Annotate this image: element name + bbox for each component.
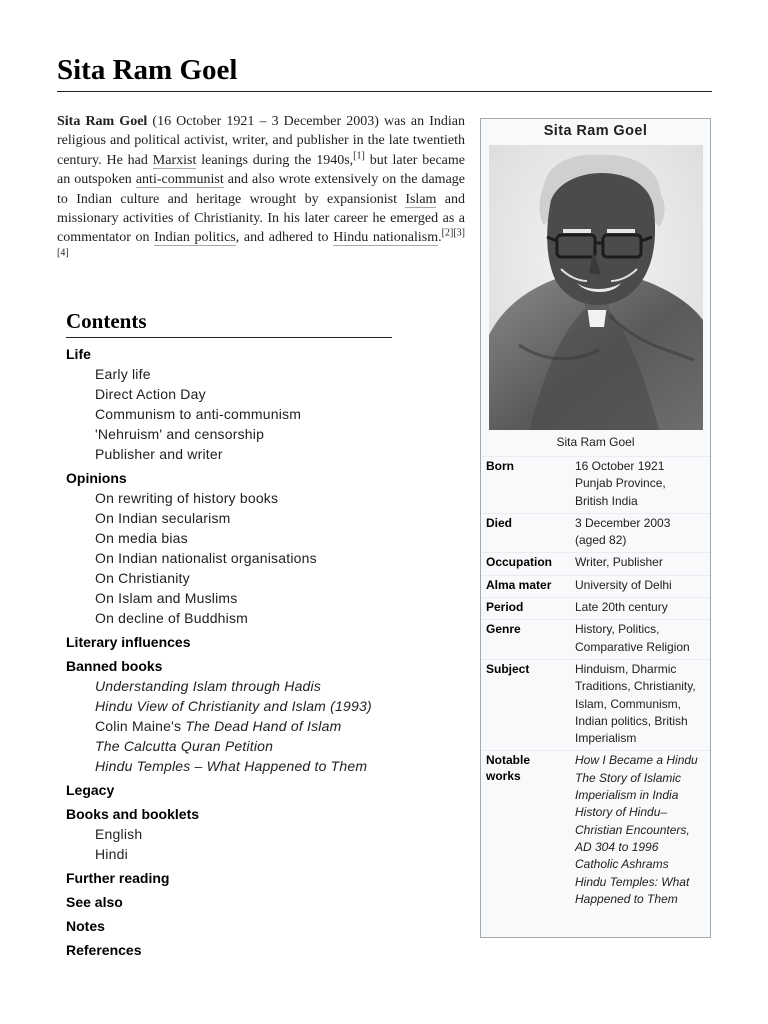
infobox-label: Occupation — [481, 552, 571, 572]
link-islam[interactable]: Islam — [405, 191, 437, 207]
lead-subject: Sita Ram Goel — [57, 114, 148, 129]
toc-section-life — [66, 344, 392, 464]
toc-section-literary-influences — [66, 632, 392, 652]
link-indian-politics[interactable]: Indian politics — [154, 230, 236, 246]
toc-item[interactable]: The Calcutta Quran Petition — [95, 738, 274, 754]
toc-section-further-reading — [66, 868, 392, 888]
toc-item[interactable]: On media bias — [95, 530, 188, 546]
infobox-value: Hinduism, Dharmic Traditions, Christianity, Islam, Communism, Indian politics, British Imperialism — [571, 659, 710, 748]
toc-item[interactable]: On Christianity — [95, 570, 190, 586]
toc-item[interactable]: Communism to anti-communism — [95, 406, 302, 422]
infobox-value: History, Politics, Comparative Religion — [571, 619, 710, 657]
infobox — [480, 118, 711, 938]
infobox-value — [571, 750, 710, 909]
toc-section-books-and-booklets — [66, 804, 392, 864]
toc-item[interactable]: Direct Action Day — [95, 386, 206, 402]
toc-heading[interactable]: Banned books — [66, 658, 163, 674]
toc-item[interactable]: Hindi — [95, 846, 128, 862]
toc-heading[interactable]: Notes — [66, 918, 105, 934]
title-divider — [57, 91, 712, 92]
toc-heading[interactable]: Books and booklets — [66, 806, 200, 822]
toc-heading[interactable]: Further reading — [66, 870, 170, 886]
ref-2-3-4[interactable]: [2][3][4] — [57, 227, 465, 259]
notable-work[interactable]: Catholic Ashrams — [575, 857, 669, 872]
toc-heading[interactable]: Literary influences — [66, 634, 191, 650]
toc-divider — [66, 337, 392, 338]
toc-section-notes — [66, 916, 392, 936]
toc-item[interactable]: Hindu View of Christianity and Islam (1993) — [95, 698, 372, 714]
infobox-row-genre — [481, 619, 710, 657]
infobox-row-alma-mater — [481, 575, 710, 595]
link-marxist[interactable]: Marxist — [152, 152, 197, 168]
infobox-label: Genre — [481, 619, 571, 657]
link-anti-communist[interactable]: anti-communist — [135, 172, 224, 188]
toc-item[interactable]: Publisher and writer — [95, 446, 223, 462]
infobox-value: 3 December 2003 (aged 82) — [571, 513, 710, 551]
page-title: Sita Ram Goel — [57, 54, 238, 86]
infobox-label: Period — [481, 597, 571, 617]
toc-item[interactable]: On Islam and Muslims — [95, 590, 238, 606]
infobox-value[interactable]: University of Delhi — [571, 575, 710, 595]
notable-work[interactable]: How I Became a Hindu — [575, 753, 698, 768]
toc-item[interactable]: Early life — [95, 366, 151, 382]
notable-work[interactable]: The Story of Islamic Imperialism in India — [575, 770, 682, 803]
toc-item[interactable]: On rewriting of history books — [95, 490, 279, 506]
toc-section-see-also — [66, 892, 392, 912]
toc-item[interactable]: Hindu Temples – What Happened to Them — [95, 758, 368, 774]
infobox-value: Late 20th century — [571, 597, 710, 617]
toc-heading[interactable]: Life — [66, 346, 91, 362]
notable-work[interactable]: History of Hindu–Christian Encounters, AD 304 to 1996 — [575, 805, 690, 854]
infobox-label: Subject — [481, 659, 571, 748]
infobox-label: Notable works — [481, 750, 571, 909]
toc-section-banned-books — [66, 656, 392, 776]
infobox-row-born — [481, 456, 710, 511]
lead-paragraph: Sita Ram Goel (16 October 1921 – 3 December 2003) was an Indian religious and political activist, writer, and publisher in the late twentieth century. He had Marxist leanings during the 1940s,[1] but later became an outspoken anti-communist and also wrote extensively on the damage to Indian culture and heritage wrought by expansionist Islam and missionary activities of Christianity. In his later career he emerged as a commentator on Indian politics, and adhered to Hindu nationalism.[2][3][4] — [57, 114, 466, 259]
portrait-photo[interactable] — [489, 145, 703, 430]
toc-item[interactable]: 'Nehruism' and censorship — [95, 426, 265, 442]
toc-item[interactable]: Understanding Islam through Hadis — [95, 678, 322, 694]
infobox-row-occupation — [481, 552, 710, 572]
toc-heading[interactable]: Opinions — [66, 470, 127, 486]
infobox-label: Died — [481, 513, 571, 551]
infobox-label: Alma mater — [481, 575, 571, 595]
link-hindu-nationalism[interactable]: Hindu nationalism — [333, 230, 439, 246]
infobox-title: Sita Ram Goel — [543, 123, 648, 139]
infobox-row-died — [481, 513, 710, 551]
toc-heading[interactable]: See also — [66, 894, 123, 910]
toc-item[interactable]: On decline of Buddhism — [95, 610, 249, 626]
infobox-row-notable-works — [481, 750, 710, 909]
toc-section-opinions — [66, 468, 392, 628]
ref-1[interactable]: [1] — [353, 150, 365, 162]
infobox-value: Writer, Publisher — [571, 552, 710, 572]
toc-section-references — [66, 940, 392, 960]
infobox-row-period — [481, 597, 710, 617]
toc-item[interactable]: On Indian nationalist organisations — [95, 550, 317, 566]
infobox-value: 16 October 1921 Punjab Province, British India — [571, 456, 710, 511]
toc-heading[interactable]: References — [66, 942, 142, 958]
toc-item[interactable]: On Indian secularism — [95, 510, 231, 526]
toc-section-legacy — [66, 780, 392, 800]
infobox-row-subject — [481, 659, 710, 748]
notable-work[interactable]: Hindu Temples: What Happened to Them — [575, 874, 690, 906]
toc-item[interactable]: Colin Maine's The Dead Hand of Islam — [95, 718, 342, 734]
infobox-table — [481, 454, 710, 911]
photo-caption: Sita Ram Goel — [556, 435, 635, 449]
table-of-contents — [66, 306, 392, 964]
toc-title: Contents — [66, 309, 147, 333]
infobox-label: Born — [481, 456, 571, 511]
toc-heading[interactable]: Legacy — [66, 782, 115, 798]
toc-item[interactable]: English — [95, 826, 143, 842]
